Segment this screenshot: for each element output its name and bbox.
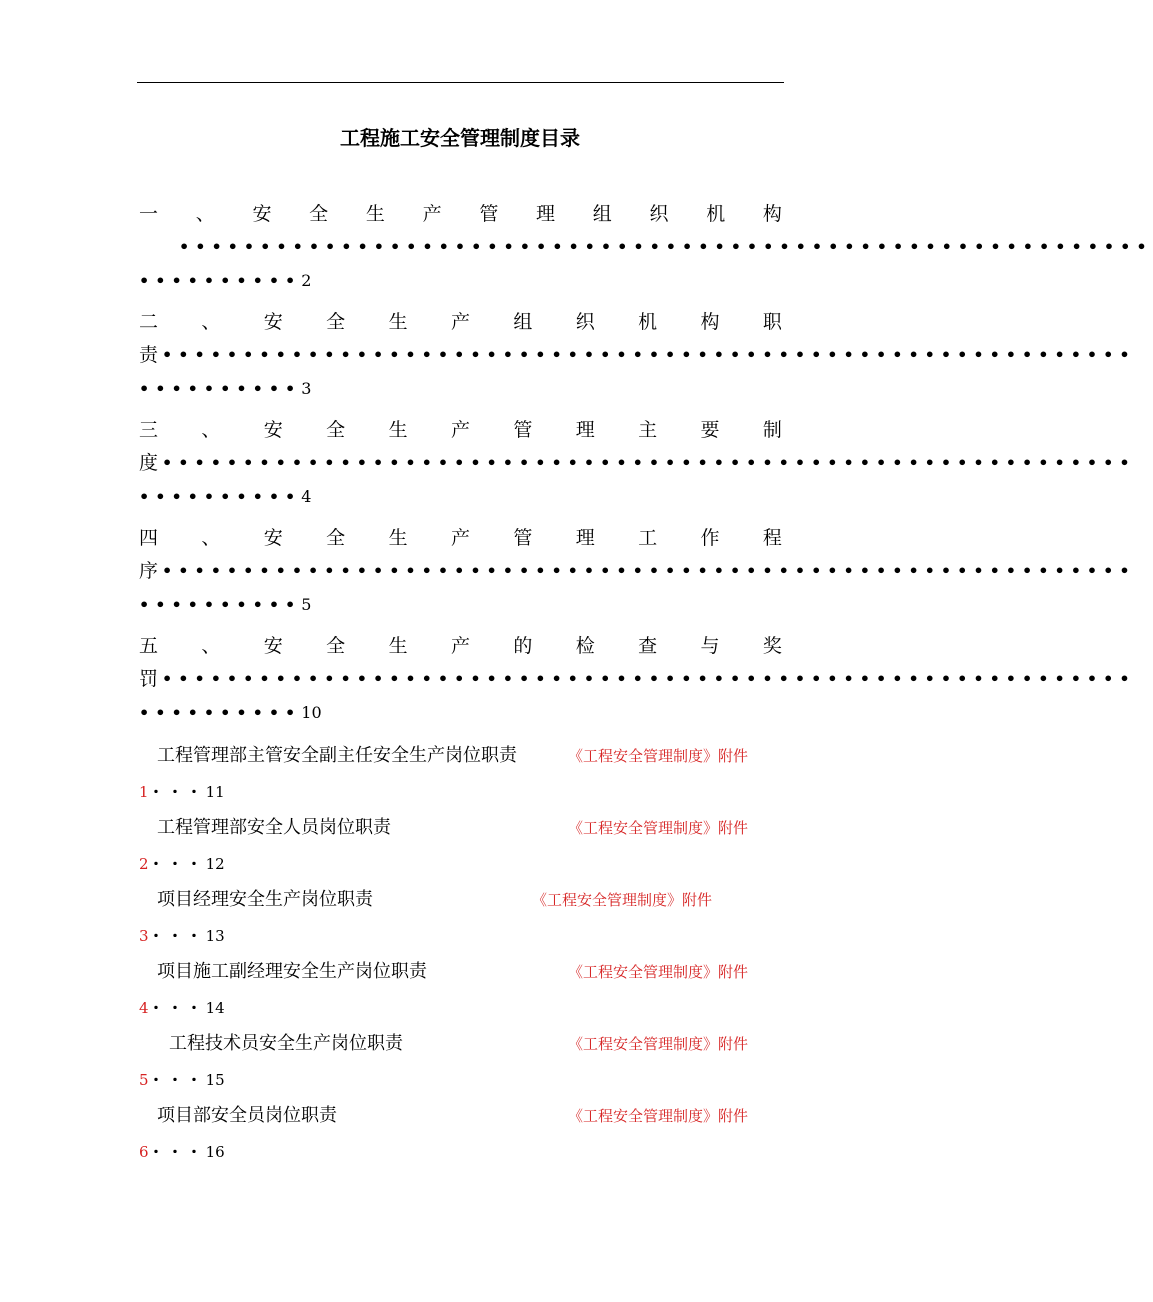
chapter-leader-line [139,553,1136,589]
chapter-heading-char: 生 [365,203,385,225]
page-title: 工程施工安全管理制度目录 [340,126,580,150]
chapter-heading-char: 生 [388,419,408,441]
chapter-heading-char: 全 [326,419,346,441]
chapter-heading [139,523,782,553]
chapter-page-line [139,481,782,513]
chapter-heading-char: 安 [263,311,283,333]
page-number: 11 [205,783,225,801]
dot-leader: •••••••••••••••••••••••••••••••••••••••••••••••••••••••••••• [162,345,1136,364]
toc-appendix-entry[interactable] [139,810,782,882]
appendix-number: 6 [139,1143,149,1161]
page-number: 5 [301,595,312,614]
chapter-heading-char: 产 [450,419,470,441]
chapter-heading-char: 制 [762,419,782,441]
chapter-heading-char: 全 [326,527,346,549]
toc-appendix-entry[interactable] [139,738,782,810]
chapter-heading-char: 作 [700,527,720,549]
toc-chapter-entry[interactable] [139,631,1136,729]
chapter-heading-char: 四 [139,527,159,549]
chapter-heading-tail: 罚 [139,668,159,690]
chapter-heading-tail: 责 [139,344,159,366]
chapter-heading [139,307,782,337]
page-number: 2 [301,271,312,290]
dot-leader: •••••••••• [139,595,302,614]
chapter-heading-char: 机 [638,311,658,333]
chapter-leader-line [139,445,1136,481]
appendix-title: 工程管理部主管安全副主任安全生产岗位职责 [157,745,517,766]
chapter-heading-char: 全 [326,311,346,333]
appendix-reference: 《工程安全管理制度》附件 [568,963,749,981]
page-number: 15 [205,1071,225,1089]
page-number: 10 [301,703,322,722]
appendix-heading [139,738,782,774]
chapter-heading-char: 组 [592,203,612,225]
chapter-heading-char: 产 [450,311,470,333]
chapter-leader-line [139,337,1136,373]
chapter-heading-char: 一 [139,203,159,225]
chapter-heading-char: 构 [762,203,782,225]
dot-leader: ・・・ [148,855,206,873]
chapter-heading-char: 、 [201,527,221,549]
chapter-heading-char: 、 [201,311,221,333]
chapter-heading-char: 理 [575,527,595,549]
appendix-number: 1 [139,783,149,801]
chapter-heading-char: 检 [575,635,595,657]
dot-leader: •••••••••• [139,379,302,398]
page-number: 14 [205,999,225,1017]
appendix-number: 2 [139,855,149,873]
page-number: 13 [205,927,225,945]
dot-leader: •••••••••••••••••••••••••••••••••••••••••••••••••••••••••••• [162,561,1136,580]
chapter-heading-char: 查 [638,635,658,657]
chapter-heading-tail: 序 [139,560,159,582]
page-number: 3 [301,379,312,398]
chapter-heading-char: 产 [450,527,470,549]
chapter-leader-line [139,661,1136,697]
appendix-number: 5 [139,1071,149,1089]
toc-appendix-entry[interactable] [139,1098,782,1170]
chapter-heading-char: 安 [263,419,283,441]
chapter-leader-line [139,229,1153,265]
appendix-heading [139,1098,782,1134]
chapter-heading-char: 理 [536,203,556,225]
chapter-heading-char: 机 [706,203,726,225]
chapter-heading-char: 程 [762,527,782,549]
appendix-reference: 《工程安全管理制度》附件 [568,819,749,837]
chapter-heading-char: 构 [700,311,720,333]
appendix-page-line [139,846,782,882]
chapter-heading-char: 安 [263,635,283,657]
appendix-reference: 《工程安全管理制度》附件 [568,1107,749,1125]
toc-appendix-entry[interactable] [139,954,782,1026]
dot-leader: •••••••••••••••••••••••••••••••••••••••••••••••••••••••••••• [179,237,1153,256]
chapter-heading-char: 职 [762,311,782,333]
chapter-page-line [139,697,782,729]
chapter-heading-char: 生 [388,527,408,549]
appendix-title: 工程管理部安全人员岗位职责 [157,817,391,838]
dot-leader: ・・・ [148,999,206,1017]
chapter-heading [139,199,782,229]
chapter-heading-char: 、 [201,419,221,441]
appendix-title: 项目部安全员岗位职责 [157,1105,337,1126]
header-rule [137,82,784,83]
chapter-heading-char: 奖 [762,635,782,657]
chapter-heading-char: 全 [326,635,346,657]
chapter-heading-char: 生 [388,635,408,657]
appendix-page-line [139,774,782,810]
dot-leader: ・・・ [148,1071,206,1089]
chapter-heading-char: 全 [309,203,329,225]
appendix-reference: 《工程安全管理制度》附件 [532,891,713,909]
appendix-page-line [139,990,782,1026]
appendix-page-line [139,1062,782,1098]
chapter-heading [139,631,782,661]
chapter-heading-char: 织 [649,203,669,225]
appendix-title: 项目经理安全生产岗位职责 [157,889,373,910]
chapter-heading-char: 要 [700,419,720,441]
chapter-heading-char: 五 [139,635,159,657]
dot-leader: •••••••••••••••••••••••••••••••••••••••••••••••••••••••••••• [162,453,1136,472]
toc-chapter-entry[interactable] [139,199,1153,297]
chapter-heading [139,415,782,445]
chapter-heading-char: 二 [139,311,159,333]
appendix-title: 工程技术员安全生产岗位职责 [169,1033,403,1054]
chapter-heading-char: 与 [700,635,720,657]
chapter-heading-char: 工 [638,527,658,549]
chapter-heading-char: 、 [201,635,221,657]
dot-leader: •••••••••••••••••••••••••••••••••••••••••••••••••••••••••••• [162,669,1136,688]
dot-leader: •••••••••• [139,487,302,506]
chapter-heading-char: 、 [195,203,215,225]
appendix-reference: 《工程安全管理制度》附件 [568,1035,749,1053]
appendix-page-line [139,1134,782,1170]
toc-appendix-entry[interactable] [139,1026,782,1098]
appendix-heading [139,954,782,990]
chapter-heading-char: 织 [575,311,595,333]
chapter-heading-char: 理 [575,419,595,441]
chapter-heading-char: 产 [422,203,442,225]
dot-leader: •••••••••• [139,271,302,290]
chapter-heading-char: 安 [252,203,272,225]
chapter-page-line [139,373,782,405]
chapter-heading-char: 产 [450,635,470,657]
appendix-heading [139,1026,782,1062]
chapter-heading-char: 管 [513,419,533,441]
chapter-heading-char: 安 [263,527,283,549]
dot-leader: •••••••••• [139,703,302,722]
chapter-page-line [139,589,782,621]
page-number: 16 [205,1143,225,1161]
toc-chapter-entry[interactable] [139,523,1136,621]
dot-leader: ・・・ [148,1143,206,1161]
chapter-heading-char: 主 [638,419,658,441]
appendix-page-line [139,918,782,954]
chapter-heading-char: 的 [513,635,533,657]
page-number: 4 [301,487,312,506]
appendix-number: 3 [139,927,149,945]
chapter-heading-char: 管 [479,203,499,225]
chapter-page-line [139,265,782,297]
dot-leader: ・・・ [148,783,206,801]
chapter-heading-char: 生 [388,311,408,333]
toc-chapter-entry[interactable] [139,307,1136,405]
chapter-heading-char: 管 [513,527,533,549]
toc-appendix-entry[interactable] [139,882,782,954]
page-number: 12 [205,855,225,873]
chapter-heading-tail: 度 [139,452,159,474]
toc-chapter-entry[interactable] [139,415,1136,513]
chapter-heading-char: 三 [139,419,159,441]
appendix-heading [139,810,782,846]
appendix-reference: 《工程安全管理制度》附件 [568,747,749,765]
appendix-heading [139,882,782,918]
appendix-title: 项目施工副经理安全生产岗位职责 [157,961,427,982]
appendix-number: 4 [139,999,149,1017]
chapter-heading-char: 组 [513,311,533,333]
dot-leader: ・・・ [148,927,206,945]
